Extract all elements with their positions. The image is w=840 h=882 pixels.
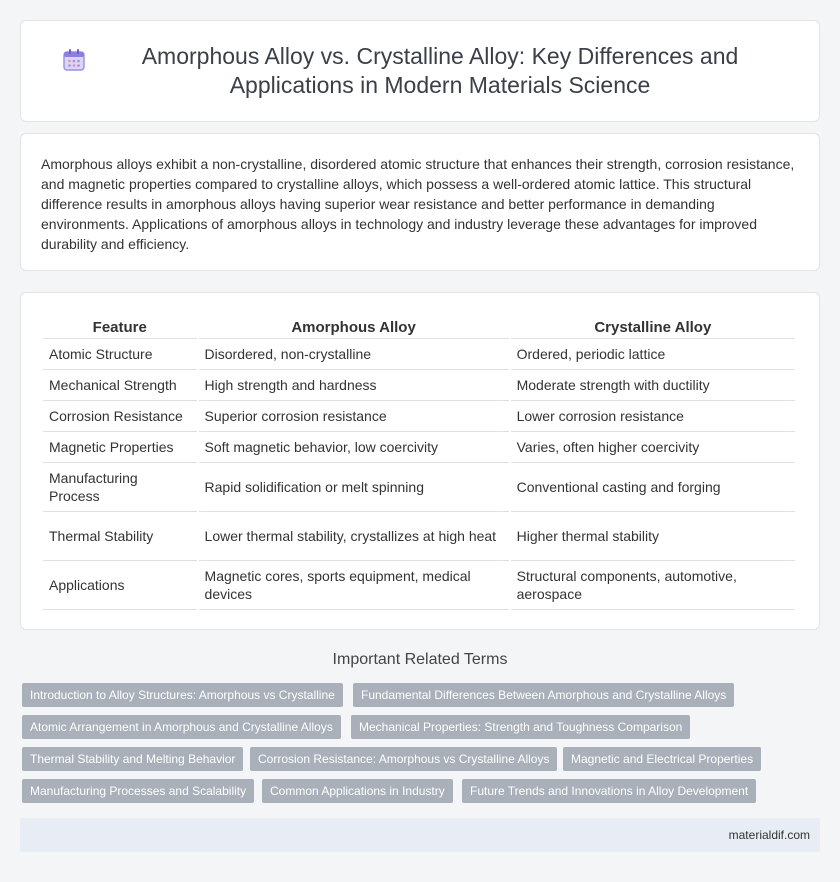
table-cell: Manufacturing Process (43, 463, 197, 512)
table-row (43, 463, 795, 512)
table-cell: Corrosion Resistance (43, 401, 197, 432)
table-cell: Higher thermal stability (511, 512, 795, 561)
table-row (43, 370, 795, 401)
related-term-tag[interactable]: Mechanical Properties: Strength and Toughness Comparison (351, 715, 690, 739)
table-cell: Structural components, automotive, aerospace (511, 561, 795, 610)
related-terms-title: Important Related Terms (332, 651, 508, 668)
table-row (43, 561, 795, 610)
related-term-tag[interactable]: Manufacturing Processes and Scalability (22, 779, 254, 803)
table-cell: Disordered, non-crystalline (199, 339, 509, 370)
table-row (43, 401, 795, 432)
table-cell: Varies, often higher coercivity (511, 432, 795, 463)
related-term-tag[interactable]: Corrosion Resistance: Amorphous vs Crystalline Alloys (250, 747, 557, 771)
intro-paragraph: Amorphous alloys exhibit a non-crystalline, disordered atomic structure that enhances their strength, corrosion resistance, and magnetic properties compared to crystalline alloys, which possess a well-ordered atomic lattice. This structural difference results in amorphous alloys having superior wear resistance and better performance in demanding environments. Applications of amorphous alloys in technology and industry leverage these advantages for improved durability and efficiency. (41, 156, 795, 252)
table-cell: Mechanical Strength (43, 370, 197, 401)
related-term-tag[interactable]: Common Applications in Industry (262, 779, 453, 803)
related-term-tag[interactable]: Future Trends and Innovations in Alloy Development (462, 779, 756, 803)
header-crystalline: Crystalline Alloy (511, 313, 795, 339)
related-term-tag[interactable]: Magnetic and Electrical Properties (563, 747, 761, 771)
table-cell: Atomic Structure (43, 339, 197, 370)
table-cell: Thermal Stability (43, 512, 197, 561)
table-row (43, 432, 795, 463)
comparison-table (41, 313, 797, 610)
table-header-row (43, 313, 795, 339)
related-term-tag[interactable]: Thermal Stability and Melting Behavior (22, 747, 243, 771)
table-cell: High strength and hardness (199, 370, 509, 401)
related-term-tag[interactable]: Atomic Arrangement in Amorphous and Crystalline Alloys (22, 715, 341, 739)
table-cell: Lower corrosion resistance (511, 401, 795, 432)
table-cell: Soft magnetic behavior, low coercivity (199, 432, 509, 463)
header-amorphous: Amorphous Alloy (199, 313, 509, 339)
table-cell: Superior corrosion resistance (199, 401, 509, 432)
related-term-tag[interactable]: Introduction to Alloy Structures: Amorphous vs Crystalline (22, 683, 343, 707)
related-term-tag[interactable]: Fundamental Differences Between Amorphous and Crystalline Alloys (353, 683, 734, 707)
table-cell: Magnetic Properties (43, 432, 197, 463)
title-card (20, 20, 820, 122)
comparison-table-card (20, 292, 820, 630)
table-cell: Applications (43, 561, 197, 610)
page-title: Amorphous Alloy vs. Crystalline Alloy: Key Differences and Applications in Modern Materials Science (141, 43, 739, 98)
footer (20, 818, 820, 852)
table-cell: Magnetic cores, sports equipment, medical devices (199, 561, 509, 610)
table-cell: Lower thermal stability, crystallizes at high heat (199, 512, 509, 561)
site-credit[interactable]: materialdif.com (728, 828, 810, 842)
calendar-icon (61, 47, 87, 73)
table-cell: Ordered, periodic lattice (511, 339, 795, 370)
table-row (43, 339, 795, 370)
table-row (43, 512, 795, 561)
intro-card (20, 133, 820, 271)
header-feature: Feature (43, 313, 197, 339)
table-cell: Moderate strength with ductility (511, 370, 795, 401)
table-cell: Conventional casting and forging (511, 463, 795, 512)
title-wrap (21, 42, 819, 100)
table-cell: Rapid solidification or melt spinning (199, 463, 509, 512)
